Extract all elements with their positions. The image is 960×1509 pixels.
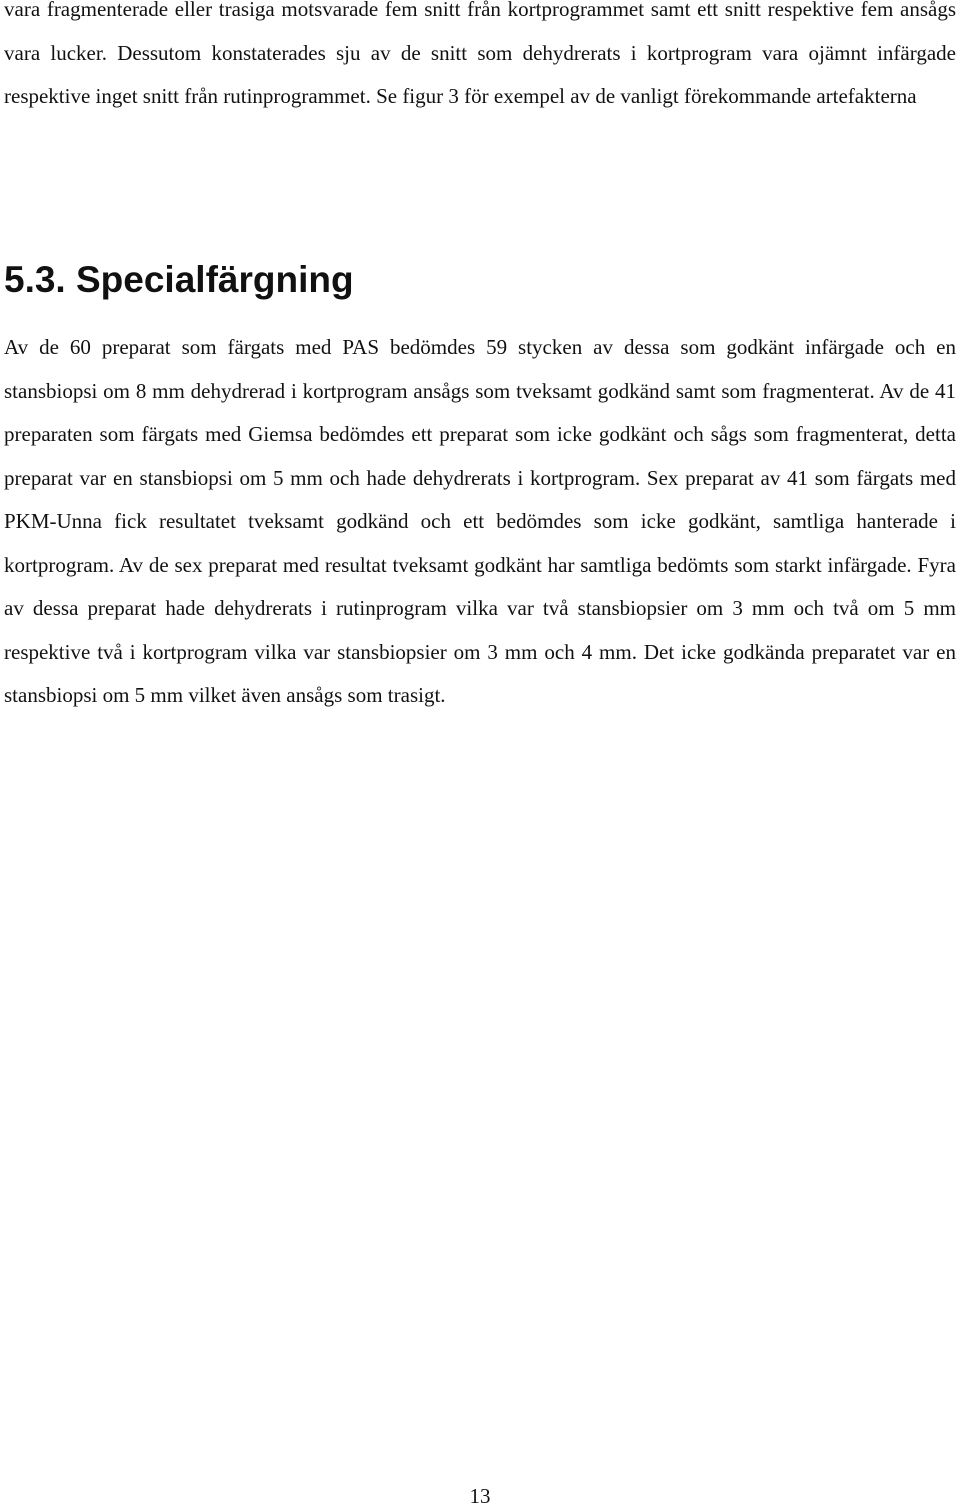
page-number: 13 bbox=[469, 1484, 491, 1508]
section-heading: 5.3. Specialfärgning bbox=[4, 259, 354, 300]
body-paragraph-special-staining: Av de 60 preparat som färgats med PAS bedömdes 59 stycken av dessa som godkänt infärgade och en stansbiopsi om 8 mm dehydrerad i kortprogram ansågs som tveksamt godkänd samt som fragmenterat. Av de 41 preparaten som färgats med Giemsa bedömdes ett preparat som icke godkänt och sågs som fragmenterat, detta preparat var en stansbiopsi om 5 mm och hade dehydrerats i kortprogram. Sex preparat av 41 som färgats med PKM-Unna fick resultatet tveksamt godkänd och ett bedömdes som icke godkänt, samtliga hanterade i kortprogram. Av de sex preparat med resultat tveksamt godkänt har samtliga bedömts som starkt infärgade. Fyra av dessa preparat hade dehydrerats i rutinprogram vilka var två stansbiopsier om 3 mm och två om 5 mm respektive två i kortprogram vilka var stansbiopsier om 3 mm och 4 mm. Det icke godkända preparatet var en stansbiopsi om 5 mm vilket även ansågs som trasigt. bbox=[4, 335, 956, 707]
body-paragraph-artefacts: vara fragmenterade eller trasiga motsvarade fem snitt från kortprogrammet samt ett snitt respektive fem ansågs vara lucker. Dessutom konstaterades sju av de snitt som dehydrerats i kortprogram vara ojämnt infärgade respektive inget snitt från rutinprogrammet. Se figur 3 för exempel av de vanligt förekommande artefakterna bbox=[4, 0, 956, 108]
